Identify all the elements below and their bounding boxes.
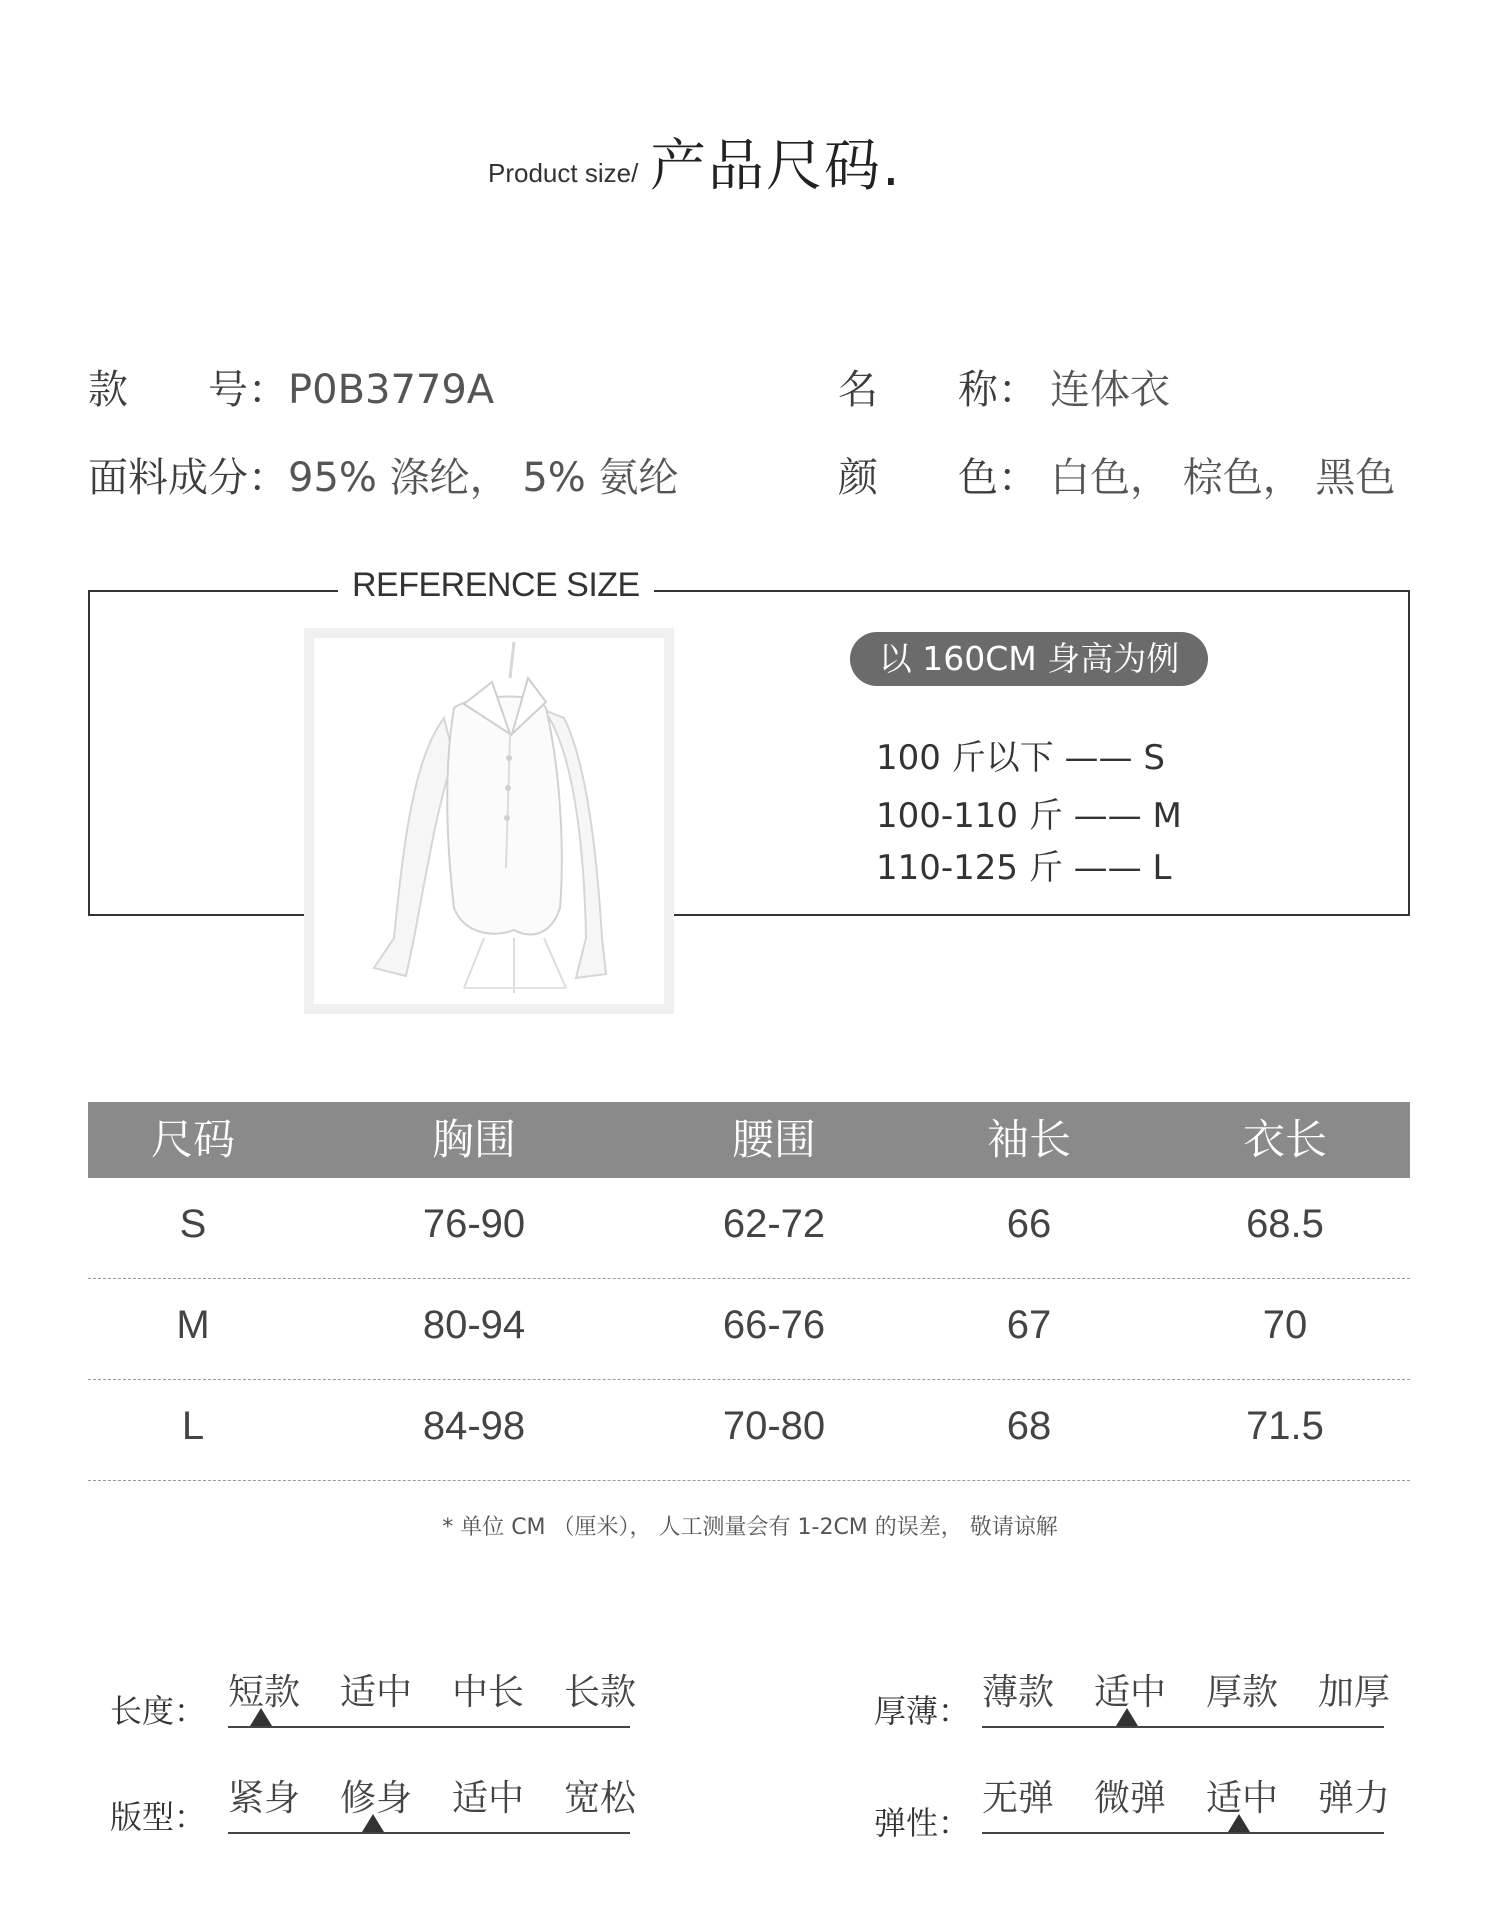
thickness-option: 薄款 [982,1672,1055,1713]
elasticity-option: 适中 [1206,1778,1279,1819]
header-length: 衣长 [1242,1115,1327,1164]
header-sleeve: 袖长 [986,1115,1071,1164]
cell-size: S [179,1202,207,1246]
cell-sleeve: 67 [1006,1303,1052,1347]
header-chest: 胸围 [431,1115,516,1164]
table-header [88,1102,1410,1178]
product-photo [304,628,674,1014]
name-value: 连体衣 [1050,367,1170,413]
header-size: 尺码 [150,1115,235,1164]
length-label: 长度： [110,1692,207,1730]
thickness-scale [982,1664,1430,1724]
bodysuit-illustration [314,638,664,1004]
fit-option: 适中 [452,1778,525,1819]
reference-line-l: 110-125 斤 —— L [876,848,1172,888]
fit-scale [228,1770,676,1830]
length-option: 中长 [452,1672,525,1713]
thickness-option: 厚款 [1206,1672,1279,1713]
fabric-value: 95% 涤纶， 5% 氨纶 [288,455,679,501]
table-row [88,1279,1410,1380]
page-heading [0,118,1500,198]
header-waist: 腰围 [731,1115,816,1164]
fit-option: 紧身 [228,1778,301,1819]
color-label: 颜 色： [838,455,1038,501]
cell-chest: 84-98 [422,1404,526,1448]
length-option: 短款 [228,1672,301,1713]
elasticity-label: 弹性： [874,1804,971,1842]
table-row [88,1380,1410,1481]
length-option: 长款 [564,1672,637,1713]
fit-scale-line [228,1832,630,1834]
length-marker-icon [250,1708,272,1726]
name-label: 名 称： [838,367,1038,413]
height-note-badge: 以 160CM 身高为例 [850,632,1208,686]
color-row [838,446,1395,503]
elasticity-option: 无弹 [982,1778,1055,1819]
cell-chest: 80-94 [422,1303,526,1347]
heading-chinese: 产品尺码. [650,134,902,199]
cell-size: M [176,1303,210,1347]
elasticity-option: 弹力 [1318,1778,1391,1819]
reference-line-m: 100-110 斤 —— M [876,796,1182,836]
fit-marker-icon [362,1814,384,1832]
elasticity-option: 微弹 [1094,1778,1167,1819]
elasticity-scale [982,1770,1430,1830]
fabric-row [88,446,679,503]
length-option: 适中 [340,1672,413,1713]
cell-length: 68.5 [1246,1202,1324,1246]
thickness-label: 厚薄： [874,1692,971,1730]
cell-waist: 66-76 [722,1303,826,1347]
cell-sleeve: 68 [1006,1404,1052,1448]
heading-english: Product size/ [488,158,639,188]
cell-chest: 76-90 [422,1202,526,1246]
cell-length: 70 [1262,1303,1308,1347]
fit-label: 版型： [110,1798,207,1836]
thickness-option: 加厚 [1318,1672,1391,1713]
size-table [88,1102,1410,1481]
length-scale [228,1664,676,1724]
thickness-scale-line [982,1726,1384,1728]
cell-waist: 70-80 [722,1404,826,1448]
style-number-row [88,358,494,415]
table-row [88,1178,1410,1279]
name-row [838,358,1170,415]
reference-size-box [88,590,1410,916]
fit-option: 宽松 [564,1778,637,1819]
measurement-footnote: * 单位 CM （厘米）， 人工测量会有 1-2CM 的误差， 敬请谅解 [442,1515,1058,1540]
elasticity-scale-line [982,1832,1384,1834]
cell-waist: 62-72 [722,1202,826,1246]
reference-size-title: REFERENCE SIZE [338,566,654,605]
style-number-value: P0B3779A [288,367,495,413]
elasticity-marker-icon [1228,1814,1250,1832]
fabric-label: 面料成分： [88,455,288,501]
color-value: 白色， 棕色， 黑色 [1050,455,1396,501]
cell-length: 71.5 [1246,1404,1324,1448]
cell-sleeve: 66 [1006,1202,1052,1246]
fit-option: 修身 [340,1778,413,1819]
thickness-marker-icon [1116,1708,1138,1726]
cell-size: L [181,1404,205,1448]
length-scale-line [228,1726,630,1728]
style-number-label: 款 号： [88,367,288,413]
reference-line-s: 100 斤以下 —— S [876,738,1165,778]
thickness-option: 适中 [1094,1672,1167,1713]
